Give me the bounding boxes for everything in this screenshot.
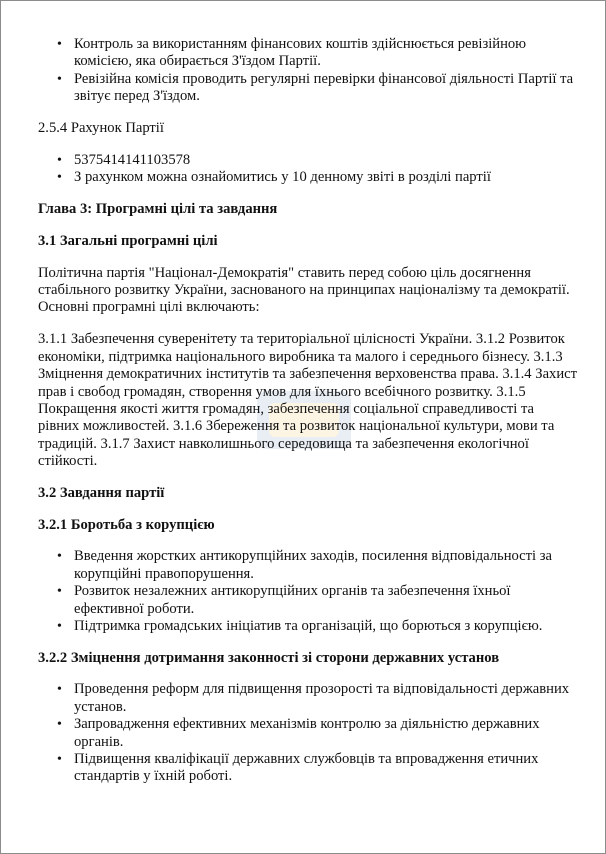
list-item: • 5375414141103578	[57, 151, 191, 168]
section-3-1-title: 3.1 Загальні програмні цілі	[38, 232, 218, 249]
list-item: • Введення жорстких антикорупційних заходів, посилення відповідальності за корупційні правопорушення.	[57, 548, 552, 582]
list-item: • Запровадження ефективних механізмів контролю за діяльністю державних органів.	[57, 716, 540, 750]
bullet-icon: •	[57, 549, 62, 565]
section-3-1-intro: Політична партія "Націонал-Демократія" ставить перед собою ціль досягнення стабільного розвитку України, заснованого на принципах націоналізму та демократії. Основні програмні цілі включають:	[38, 264, 570, 316]
bullet-icon: •	[57, 169, 62, 185]
financial-control-list	[38, 36, 578, 106]
section-3-1-goals: 3.1.1 Забезпечення суверенітету та територіальної цілісності України. 3.1.2 Розвиток економіки, підтримка національного виробника та малого і середнього бізнесу. 3.1.3 Зміцнення демократичних інститутів та забезпечення верховенства права. 3.1.4 Захист прав і свобод громадян, створення умов для їхнього всебічного розвитку. 3.1.5 Покращення якості життя громадян, забезпечення соціальної справедливості та рівних можливостей. 3.1.6 Збереження та розвиток національної культури, мови та традицій. 3.1.7 Захист навколишнього середовища та забезпечення екологічної стійкості.	[38, 331, 578, 470]
list-item: • Розвиток незалежних антикорупційних органів та забезпечення їхньої ефективної роботи.	[57, 583, 511, 617]
bullet-icon: •	[57, 71, 62, 87]
legality-list	[38, 681, 578, 785]
document-body	[38, 36, 578, 786]
bullet-icon: •	[57, 682, 62, 698]
section-3-2-2-title: 3.2.2 Зміцнення дотримання законності зі сторони державних установ	[38, 649, 500, 666]
bullet-icon: •	[57, 37, 62, 52]
bullet-icon: •	[57, 152, 62, 168]
list-item: • Проведення реформ для підвищення прозорості та відповідальності державних установ.	[57, 681, 570, 715]
list-item: • Ревізійна комісія проводить регулярні перевірки фінансової діяльності Партії та звітує перед З'їздом.	[57, 70, 574, 105]
section-3-2-1-title: 3.2.1 Боротьба з корупцією	[38, 517, 215, 534]
bullet-icon: •	[57, 584, 62, 600]
bullet-icon: •	[57, 752, 62, 767]
section-3-2-title: 3.2 Завдання партії	[38, 485, 165, 502]
anticorruption-list	[38, 548, 578, 635]
list-item: • Підтримка громадських ініціатив та організацій, що борються з корупцією.	[57, 618, 543, 635]
list-item: • З рахунком можна ознайомитись у 10 денному звіті в розділі партії	[57, 168, 491, 185]
list-item: • Контроль за використанням фінансових коштів здійснюється ревізійною комісією, яка обирається З'їздом Партії.	[57, 36, 527, 70]
chapter-title: Глава 3: Програмні цілі та завдання	[38, 200, 278, 217]
list-item: • Підвищення кваліфікації державних службовців та впровадження етичних стандартів у їхній роботі.	[57, 751, 539, 785]
account-heading: 2.5.4 Рахунок Партії	[38, 120, 164, 137]
bullet-icon: •	[57, 619, 62, 635]
bullet-icon: •	[57, 717, 62, 733]
account-list	[38, 152, 578, 187]
